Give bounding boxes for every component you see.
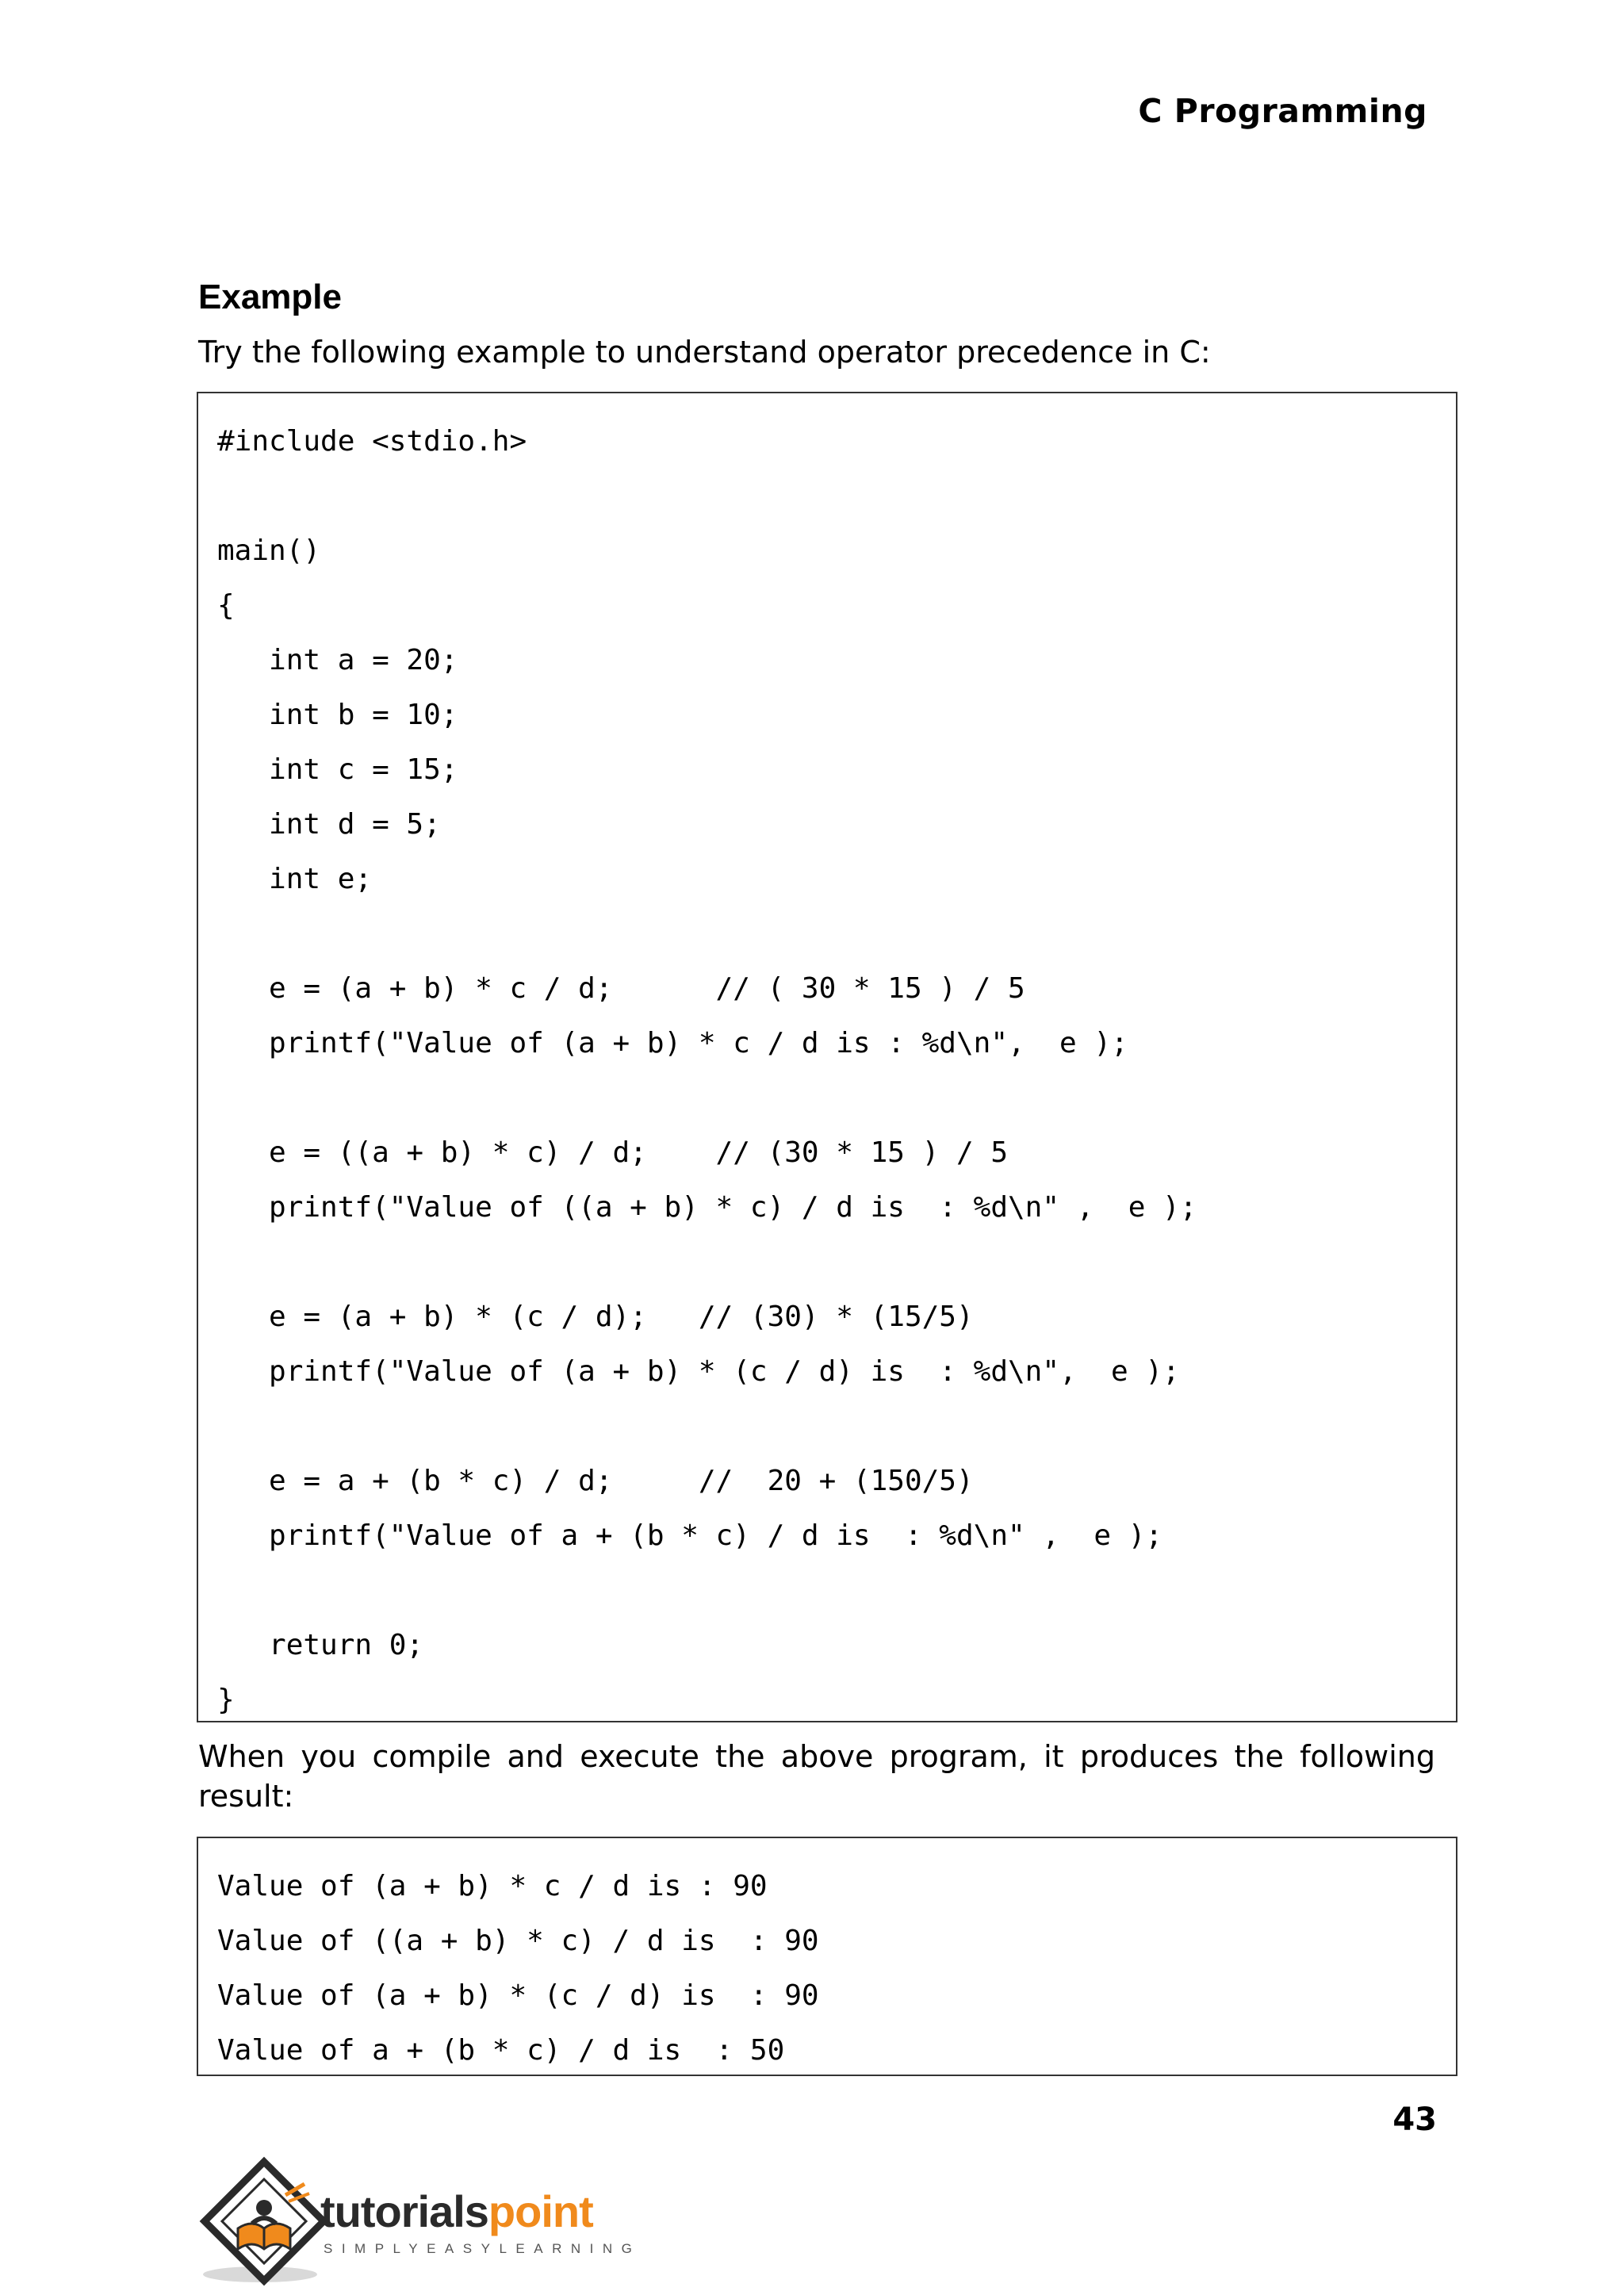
running-header: C Programming bbox=[1138, 92, 1427, 130]
intro-paragraph: Try the following example to understand operator precedence in C: bbox=[198, 335, 1211, 370]
source-code-box bbox=[197, 392, 1457, 1722]
output-box bbox=[197, 1837, 1457, 2076]
logo-wordmark bbox=[320, 2186, 593, 2237]
logo-word-point: point bbox=[488, 2186, 593, 2236]
section-title: Example bbox=[198, 278, 342, 316]
source-code: #include <stdio.h> main() { int a = 20; int b = 10; int c = 15; int d = 5; int e; e = (a + b) * c / d; // ( 30 * 15 ) / 5 printf("Value of (a + b) * c / d is : %d\n", e ); e = ((a + b) * c) / d; // (30 * 15 ) / 5 printf("Value of ((a + b) * c) / d is : %d\n" , e ); e = (a + b) * (c / d); // (30) * (15/5) printf("Value of (a + b) * (c / d) is : %d\n", e ); e = a + (b * c) / d; // 20 + (150/5) printf("Value of a + (b * c) / d is : %d\n" , e ); return 0; } bbox=[217, 425, 1197, 1716]
result-paragraph: When you compile and execute the above program, it produces the following result: bbox=[198, 1739, 1435, 1814]
logo-word-tutorials: tutorials bbox=[320, 2186, 488, 2236]
logo-emblem-icon bbox=[197, 2155, 331, 2290]
logo-tagline: SIMPLYEASYLEARNING bbox=[324, 2241, 642, 2256]
tutorialspoint-logo bbox=[197, 2155, 641, 2290]
page-number: 43 bbox=[1392, 2102, 1437, 2138]
program-output: Value of (a + b) * c / d is : 90 Value of ((a + b) * c) / d is : 90 Value of (a + b) * (c / d) is : 90 Value of a + (b * c) / d is : 50 bbox=[217, 1870, 819, 2067]
